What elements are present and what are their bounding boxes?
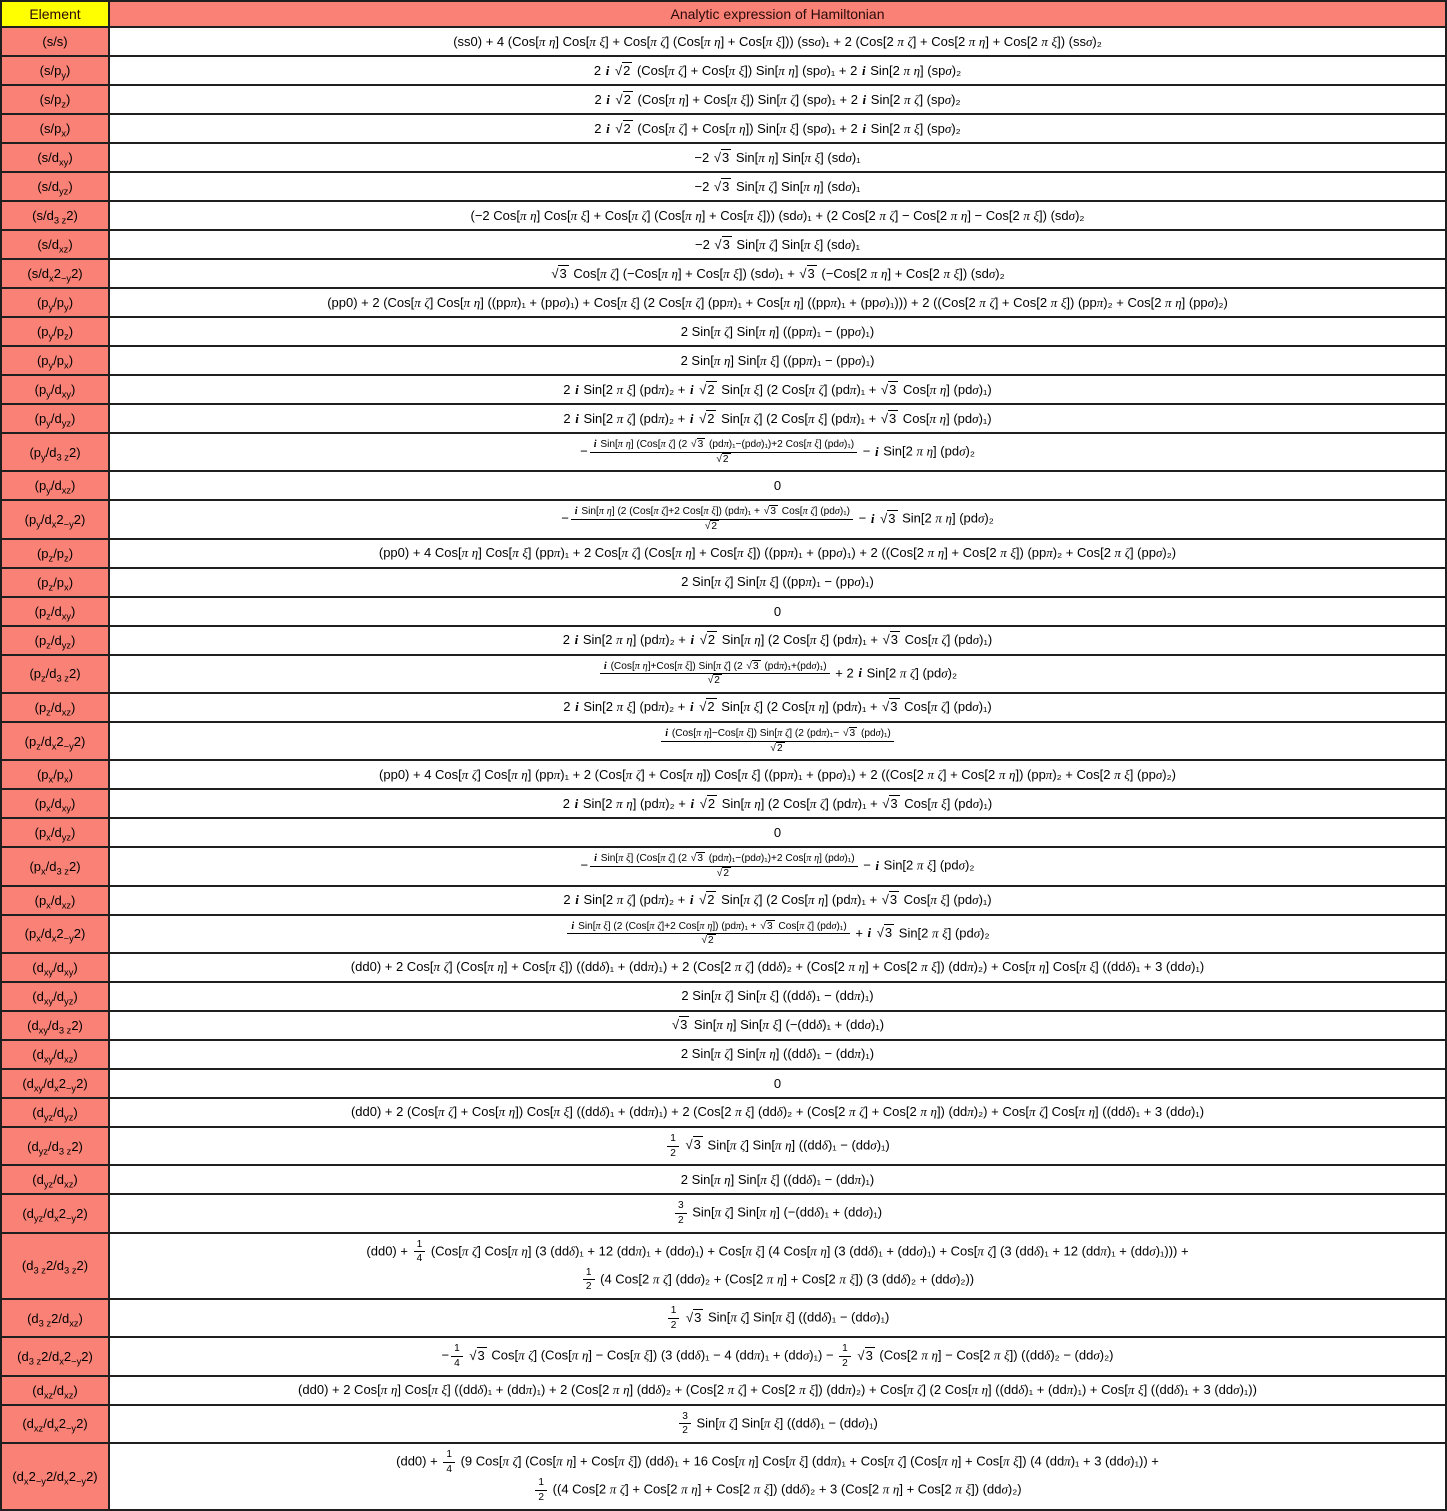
expression-cell: 2 i Sin[2 π ξ] (pdπ)₂ + i √2 Sin[π ξ] (2 Cos[π η] (pdπ)₁ + √3 Cos[π ζ] (pdσ)₁) <box>109 693 1446 722</box>
expression-cell: (dd0) + 2 (Cos[π ζ] + Cos[π η]) Cos[π ξ] ((ddδ)₁ + (ddπ)₁) + 2 (Cos[2 π ξ] (ddδ)₂ + (Cos[2 π ζ] + Cos[2 π η]) (ddπ)₂) + Cos[π ζ] Cos[π η] ((ddδ)₁ + 3 (ddσ)₁) <box>109 1098 1446 1127</box>
element-label-cell: $(p_x/d_x2_{-y}2)$ <box>1 915 109 953</box>
table-row <box>1 568 1446 597</box>
expression-cell: $\frac{3}{2}$ Sin[π ζ] Sin[π ξ] ((ddδ)₁ − (ddσ)₁) <box>109 1405 1446 1443</box>
table-row <box>1 230 1446 259</box>
table-row <box>1 1443 1446 1510</box>
table-body <box>1 27 1446 1510</box>
table-row <box>1 1337 1446 1375</box>
element-label-cell: $(s/d_{xz})$ <box>1 230 109 259</box>
element-label-cell: $(d_{yz}/d_{yz})$ <box>1 1098 109 1127</box>
element-label-cell: $(p_x/d_{xz})$ <box>1 886 109 915</box>
table-row <box>1 172 1446 201</box>
table-row <box>1 693 1446 722</box>
expression-cell: 2 Sin[π ζ] Sin[π η] ((ppπ)₁ − (ppσ)₁) <box>109 317 1446 346</box>
table-row <box>1 201 1446 230</box>
expression-cell: 0 <box>109 818 1446 847</box>
element-label-cell: $(d_x2_{-y}2/d_x2_{-y}2)$ <box>1 1443 109 1510</box>
table-row <box>1 539 1446 568</box>
table-row <box>1 143 1446 172</box>
table-row <box>1 1040 1446 1069</box>
element-label-cell: $(p_x/d_{xy})$ <box>1 789 109 818</box>
table-row <box>1 1194 1446 1232</box>
expression-cell: (dd0) + 2 Cos[π ζ] (Cos[π η] + Cos[π ξ]) ((ddδ)₁ + (ddπ)₁) + 2 (Cos[2 π ζ] (ddδ)₂ + (Cos[2 π η] + Cos[2 π ξ]) (ddπ)₂) + Cos[π η] Cos[π ξ] ((ddδ)₁ + 3 (ddσ)₁) <box>109 953 1446 982</box>
element-label-cell: $(s/d_{3 z}2)$ <box>1 201 109 230</box>
element-label-cell: $(p_y/p_x)$ <box>1 346 109 375</box>
expression-cell: −2 √3 Sin[π η] Sin[π ξ] (sdσ)₁ <box>109 143 1446 172</box>
element-label-cell: $(p_y/p_y)$ <box>1 288 109 317</box>
element-label-cell: $(s/p_z)$ <box>1 85 109 114</box>
expression-cell: (pp0) + 2 (Cos[π ζ] Cos[π η] ((ppπ)₁ + (ppσ)₁) + Cos[π ξ] (2 Cos[π ζ] (ppπ)₁ + Cos[π η] ((ppπ)₁ + (ppσ)₁))) + 2 ((Cos[2 π ζ] + Cos[2 π ξ]) (ppπ)₂ + Cos[2 π η] (ppσ)₂) <box>109 288 1446 317</box>
expression-cell: 2 i Sin[2 π η] (pdπ)₂ + i √2 Sin[π η] (2 Cos[π ξ] (pdπ)₁ + √3 Cos[π ζ] (pdσ)₁) <box>109 626 1446 655</box>
element-label-cell: (s/s) <box>1 27 109 56</box>
element-label-cell: $(s/d_{xy})$ <box>1 143 109 172</box>
expression-cell: (−2 Cos[π η] Cos[π ξ] + Cos[π ζ] (Cos[π η] + Cos[π ξ])) (sdσ)₁ + (2 Cos[2 π ζ] − Cos[2 π η] − Cos[2 π ξ]) (sdσ)₂ <box>109 201 1446 230</box>
expression-cell: (dd0) + $\frac{1}{4}$ (9 Cos[π ζ] (Cos[π η] + Cos[π ξ]) (ddδ)₁ + 16 Cos[π η] Cos[π ξ] (ddπ)₁ + Cos[π ζ] (Cos[π η] + Cos[π ξ]) (4 (ddπ)₁ + 3 (ddσ)₁)) + $\frac{1}{2}$ ((4 Cos[2 π ζ] + Cos[2 π η] + Cos[2 π ξ]) (ddδ)₂ + 3 (Cos[2 π η] + Cos[2 π ξ]) (ddσ)₂) <box>109 1443 1446 1510</box>
expression-cell: (pp0) + 4 Cos[π η] Cos[π ξ] (ppπ)₁ + 2 Cos[π ζ] (Cos[π η] + Cos[π ξ]) ((ppπ)₁ + (ppσ)₁) + 2 ((Cos[2 π η] + Cos[2 π ξ]) (ppπ)₂ + Cos[2 π ζ] (ppσ)₂) <box>109 539 1446 568</box>
table-row <box>1 114 1446 143</box>
element-label-cell: $(p_z/p_z)$ <box>1 539 109 568</box>
expression-cell: (ss0) + 4 (Cos[π η] Cos[π ξ] + Cos[π ζ] (Cos[π η] + Cos[π ξ])) (ssσ)₁ + 2 (Cos[2 π ζ] + Cos[2 π η] + Cos[2 π ξ]) (ssσ)₂ <box>109 27 1446 56</box>
table-row <box>1 56 1446 85</box>
table-row <box>1 982 1446 1011</box>
element-label-cell: $(p_y/d_{xz})$ <box>1 471 109 500</box>
element-label-cell: $(p_z/d_{xy})$ <box>1 597 109 626</box>
table-row <box>1 1069 1446 1098</box>
element-label-cell: $(d_{xy}/d_{xy})$ <box>1 953 109 982</box>
expression-cell: 2 i √2 (Cos[π ζ] + Cos[π ξ]) Sin[π η] (spσ)₁ + 2 i Sin[2 π η] (spσ)₂ <box>109 56 1446 85</box>
table-row <box>1 375 1446 404</box>
element-label-cell: $(d_{yz}/d_{3 z}2)$ <box>1 1127 109 1165</box>
table-row <box>1 1011 1446 1040</box>
header-row <box>1 1 1446 27</box>
expression-cell: $\frac{3}{2}$ Sin[π ζ] Sin[π η] (−(ddδ)₁ + (ddσ)₁) <box>109 1194 1446 1232</box>
table-row <box>1 655 1446 693</box>
expression-cell: i (Cos[π η]−Cos[π ξ]) Sin[π ζ] (2 (pdπ)₁− √3 (pdσ)₁) √2 <box>109 722 1446 760</box>
element-label-cell: $(p_z/d_{3 z}2)$ <box>1 655 109 693</box>
expression-cell: 2 i √2 (Cos[π η] + Cos[π ξ]) Sin[π ζ] (spσ)₁ + 2 i Sin[2 π ζ] (spσ)₂ <box>109 85 1446 114</box>
expression-cell: 2 Sin[π η] Sin[π ξ] ((ddδ)₁ − (ddπ)₁) <box>109 1165 1446 1194</box>
table-row <box>1 886 1446 915</box>
element-label-cell: $(p_x/d_{3 z}2)$ <box>1 847 109 885</box>
expression-cell: − $\frac{1}{4}$ √3 Cos[π ζ] (Cos[π η] − Cos[π ξ]) (3 (ddδ)₁ − 4 (ddπ)₁ + (ddσ)₁) − $\frac{1}{2}$ √3 (Cos[2 π η] − Cos[2 π ξ]) ((ddδ)₂ − (ddσ)₂) <box>109 1337 1446 1375</box>
table-row <box>1 597 1446 626</box>
table-row <box>1 433 1446 471</box>
expression-cell: 0 <box>109 471 1446 500</box>
element-label-cell: $(p_y/d_x2_{-y}2)$ <box>1 500 109 538</box>
table-row <box>1 789 1446 818</box>
element-label-cell: $(p_y/d_{yz})$ <box>1 404 109 433</box>
table-row <box>1 722 1446 760</box>
expression-cell: 2 i Sin[2 π ζ] (pdπ)₂ + i √2 Sin[π ζ] (2 Cos[π ξ] (pdπ)₁ + √3 Cos[π η] (pdσ)₁) <box>109 404 1446 433</box>
expression-cell: (dd0) + $\frac{1}{4}$ (Cos[π ζ] Cos[π η] (3 (ddδ)₁ + 12 (ddπ)₁ + (ddσ)₁) + Cos[π ξ] (4 Cos[π η] (3 (ddδ)₁ + (ddσ)₁) + Cos[π ζ] (3 (ddδ)₁ + 12 (ddπ)₁ + (ddσ)₁))) + $\frac{1}{2}$ (4 Cos[2 π ζ] (ddσ)₂ + (Cos[2 π η] + Cos[2 π ξ]) (3 (ddδ)₂ + (ddσ)₂)) <box>109 1233 1446 1300</box>
table-row <box>1 404 1446 433</box>
expression-cell: 2 Sin[π ζ] Sin[π ξ] ((ppπ)₁ − (ppσ)₁) <box>109 568 1446 597</box>
expression-cell: √3 Sin[π η] Sin[π ξ] (−(ddδ)₁ + (ddσ)₁) <box>109 1011 1446 1040</box>
element-label-cell: $(p_x/d_{yz})$ <box>1 818 109 847</box>
table-row <box>1 259 1446 288</box>
table-row <box>1 818 1446 847</box>
element-label-cell: $(s/p_y)$ <box>1 56 109 85</box>
expression-cell: 2 Sin[π η] Sin[π ξ] ((ppπ)₁ − (ppσ)₁) <box>109 346 1446 375</box>
table-row <box>1 1233 1446 1300</box>
element-label-cell: $(d_{xz}/d_{xz})$ <box>1 1376 109 1405</box>
expression-cell: 2 Sin[π ζ] Sin[π ξ] ((ddδ)₁ − (ddπ)₁) <box>109 982 1446 1011</box>
expression-cell: 2 i Sin[2 π ξ] (pdπ)₂ + i √2 Sin[π ξ] (2 Cos[π ζ] (pdπ)₁ + √3 Cos[π η] (pdσ)₁) <box>109 375 1446 404</box>
expression-cell: 0 <box>109 1069 1446 1098</box>
element-label-cell: $(p_z/d_{yz})$ <box>1 626 109 655</box>
element-label-cell: $(d_{xy}/d_{3 z}2)$ <box>1 1011 109 1040</box>
table-row <box>1 1165 1446 1194</box>
expression-cell: i Sin[π ξ] (2 (Cos[π ζ]+2 Cos[π η]) (pdπ)₁ + √3 Cos[π ζ] (pdσ)₁) √2 + i √3 Sin[2 π ξ] (pdσ)₂ <box>109 915 1446 953</box>
table-row <box>1 471 1446 500</box>
element-label-cell: $(d_{xz}/d_x2_{-y}2)$ <box>1 1405 109 1443</box>
table-row <box>1 760 1446 789</box>
element-label-cell: $(s/p_x)$ <box>1 114 109 143</box>
expression-cell: i (Cos[π η]+Cos[π ξ]) Sin[π ζ] (2 √3 (pdπ)₁+(pdσ)₁) √2 + 2 i Sin[2 π ζ] (pdσ)₂ <box>109 655 1446 693</box>
expression-cell: (dd0) + 2 Cos[π η] Cos[π ξ] ((ddδ)₁ + (ddπ)₁) + 2 (Cos[2 π η] (ddδ)₂ + (Cos[2 π ζ] + Cos[2 π ξ]) (ddπ)₂) + Cos[π ζ] (2 Cos[π η] ((ddδ)₁ + (ddπ)₁) + Cos[π ξ] ((ddδ)₁ + 3 (ddσ)₁)) <box>109 1376 1446 1405</box>
element-label-cell: $(d_{yz}/d_{xz})$ <box>1 1165 109 1194</box>
table-row <box>1 626 1446 655</box>
element-label-cell: $(p_z/d_{xz})$ <box>1 693 109 722</box>
element-label-cell: $(d_{xy}/d_{xz})$ <box>1 1040 109 1069</box>
element-label-cell: $(d_{3 z}2/d_x2_{-y}2)$ <box>1 1337 109 1375</box>
expression-cell: −2 √3 Sin[π ζ] Sin[π ξ] (sdσ)₁ <box>109 230 1446 259</box>
element-label-cell: $(d_{xy}/d_x2_{-y}2)$ <box>1 1069 109 1098</box>
expression-cell: $\frac{1}{2}$ √3 Sin[π ζ] Sin[π ξ] ((ddδ)₁ − (ddσ)₁) <box>109 1299 1446 1337</box>
table-row <box>1 1376 1446 1405</box>
table-row <box>1 915 1446 953</box>
expression-cell: (pp0) + 4 Cos[π ζ] Cos[π η] (ppπ)₁ + 2 (Cos[π ζ] + Cos[π η]) Cos[π ξ] ((ppπ)₁ + (ppσ)₁) + 2 ((Cos[2 π ζ] + Cos[2 π η]) (ppπ)₂ + Cos[2 π ξ] (ppσ)₂) <box>109 760 1446 789</box>
expression-cell: − i Sin[π η] (Cos[π ζ] (2 √3 (pdπ)₁−(pdσ)₁)+2 Cos[π ξ] (pdσ)₁) √2 − i Sin[2 π η] (pdσ)₂ <box>109 433 1446 471</box>
table-row <box>1 1098 1446 1127</box>
expression-cell: 2 i Sin[2 π η] (pdπ)₂ + i √2 Sin[π η] (2 Cos[π ζ] (pdπ)₁ + √3 Cos[π ξ] (pdσ)₁) <box>109 789 1446 818</box>
element-label-cell: $(s/d_x2_{-y}2)$ <box>1 259 109 288</box>
element-label-cell: $(p_z/p_x)$ <box>1 568 109 597</box>
element-label-cell: $(d_{xy}/d_{yz})$ <box>1 982 109 1011</box>
expression-cell: √3 Cos[π ζ] (−Cos[π η] + Cos[π ξ]) (sdσ)₁ + √3 (−Cos[2 π η] + Cos[2 π ξ]) (sdσ)₂ <box>109 259 1446 288</box>
element-label-cell: $(d_{yz}/d_x2_{-y}2)$ <box>1 1194 109 1232</box>
table-row <box>1 1127 1446 1165</box>
expression-cell: 0 <box>109 597 1446 626</box>
table-row <box>1 500 1446 538</box>
expression-cell: − i Sin[π η] (2 (Cos[π ζ]+2 Cos[π ξ]) (pdπ)₁ + √3 Cos[π ζ] (pdσ)₁) √2 − i √3 Sin[2 π η] (pdσ)₂ <box>109 500 1446 538</box>
element-label-cell: $(p_y/p_z)$ <box>1 317 109 346</box>
table-row <box>1 1405 1446 1443</box>
table-row <box>1 953 1446 982</box>
element-column-header: Element <box>1 1 109 27</box>
expression-column-header: Analytic expression of Hamiltonian <box>109 1 1446 27</box>
element-label-cell: $(s/d_{yz})$ <box>1 172 109 201</box>
table-row <box>1 346 1446 375</box>
element-label-cell: $(p_y/d_{xy})$ <box>1 375 109 404</box>
expression-cell: 2 i √2 (Cos[π ζ] + Cos[π η]) Sin[π ξ] (spσ)₁ + 2 i Sin[2 π ξ] (spσ)₂ <box>109 114 1446 143</box>
table-row <box>1 847 1446 885</box>
element-label-cell: $(d_{3 z}2/d_{xz})$ <box>1 1299 109 1337</box>
element-label-cell: $(d_{3 z}2/d_{3 z}2)$ <box>1 1233 109 1300</box>
table-row <box>1 1299 1446 1337</box>
table-row <box>1 288 1446 317</box>
table-row <box>1 317 1446 346</box>
element-label-cell: $(p_y/d_{3 z}2)$ <box>1 433 109 471</box>
table-row <box>1 85 1446 114</box>
expression-cell: $\frac{1}{2}$ √3 Sin[π ζ] Sin[π η] ((ddδ)₁ − (ddσ)₁) <box>109 1127 1446 1165</box>
expression-cell: 2 Sin[π ζ] Sin[π η] ((ddδ)₁ − (ddπ)₁) <box>109 1040 1446 1069</box>
expression-cell: − i Sin[π ξ] (Cos[π ζ] (2 √3 (pdπ)₁−(pdσ)₁)+2 Cos[π η] (pdσ)₁) √2 − i Sin[2 π ξ] (pdσ)₂ <box>109 847 1446 885</box>
expression-cell: 2 i Sin[2 π ζ] (pdπ)₂ + i √2 Sin[π ζ] (2 Cos[π η] (pdπ)₁ + √3 Cos[π ξ] (pdσ)₁) <box>109 886 1446 915</box>
expression-cell: −2 √3 Sin[π ζ] Sin[π η] (sdσ)₁ <box>109 172 1446 201</box>
element-label-cell: $(p_x/p_x)$ <box>1 760 109 789</box>
table-row <box>1 27 1446 56</box>
element-label-cell: $(p_z/d_x2_{-y}2)$ <box>1 722 109 760</box>
